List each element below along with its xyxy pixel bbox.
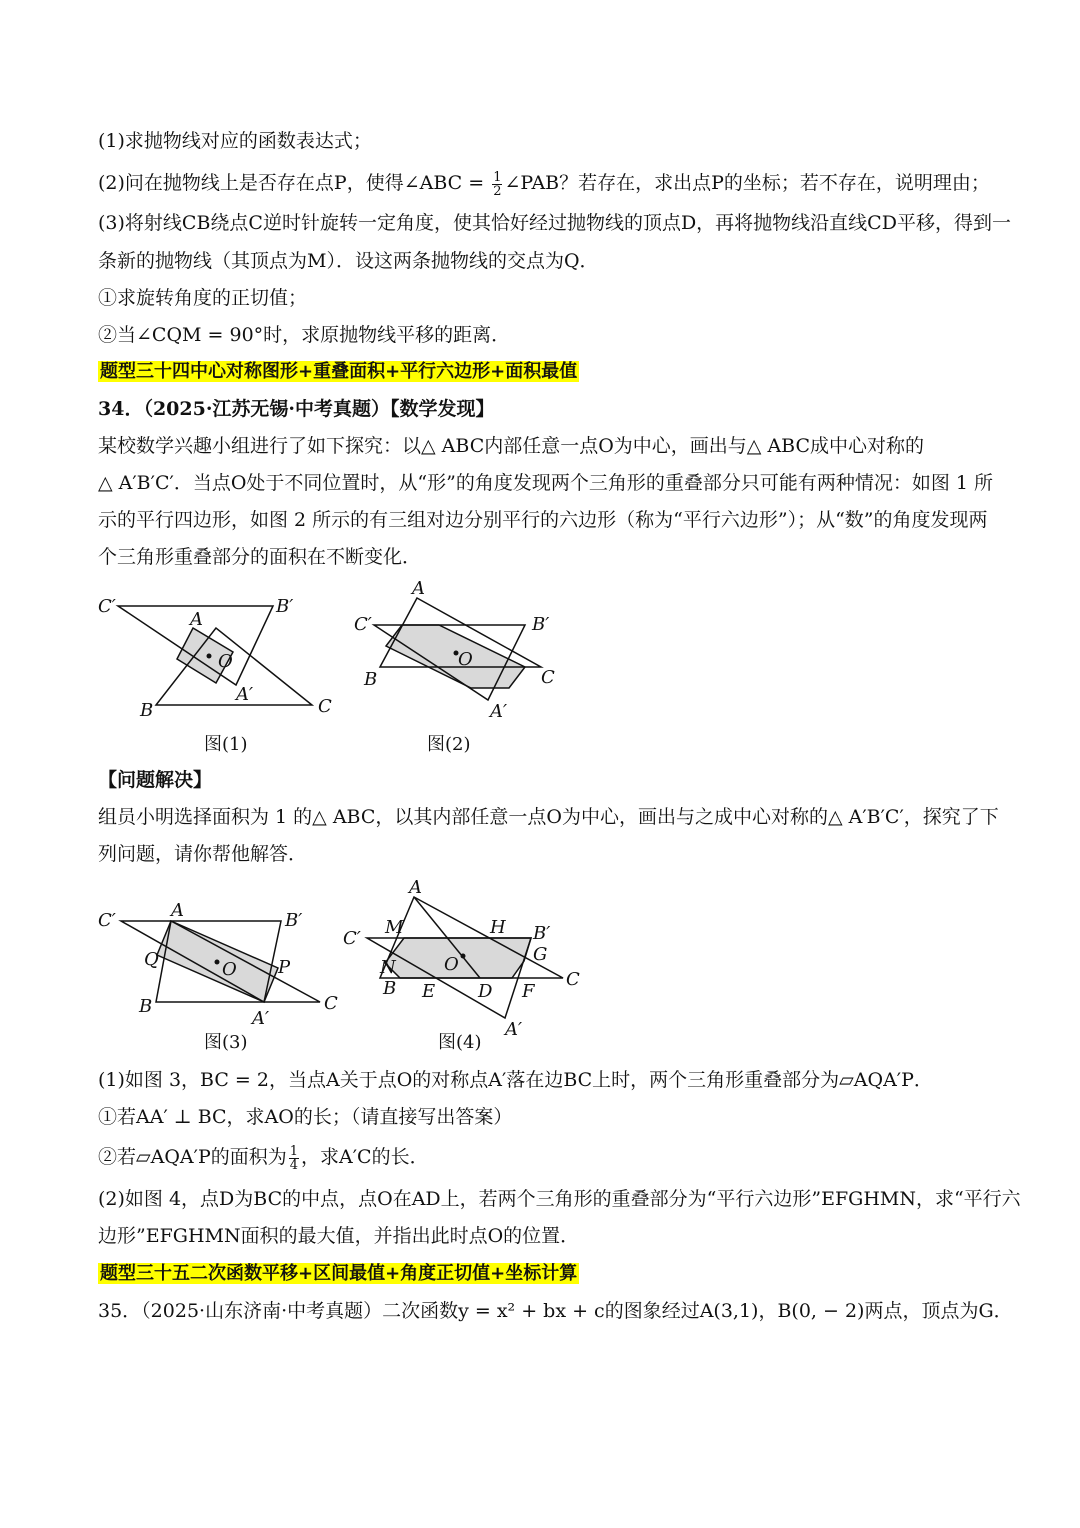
fig4-label-h: H (490, 917, 506, 938)
fraction-one-quarter: $\frac{1}{4}$ (289, 1143, 299, 1173)
fig3-label-b: B (139, 996, 153, 1017)
fig1-label-c: C (318, 696, 332, 717)
fig3-label-p: P (278, 957, 291, 978)
q34-sub1-part1: ①若AA′ ⊥ BC，求AO的长；（请直接写出答案） (98, 1106, 513, 1128)
q34-sub2-line1: (2)如图 4，点D为BC的中点，点O在AD上，若两个三角形的重叠部分为“平行六边形”EFGHMN，求“平行六 (98, 1188, 1021, 1210)
q34-sub1-part2 (98, 1144, 429, 1172)
fig4-label-f: F (522, 981, 535, 1002)
fig2-label-o: O (458, 649, 473, 670)
fig1-label-a1: A′ (236, 684, 254, 705)
question-34-title: 34．（2025·江苏无锡·中考真题）【数学发现】 (98, 398, 495, 420)
q33-part3-line2: 条新的抛物线（其顶点为M）．设这两条抛物线的交点为Q． (98, 250, 599, 272)
fig1-label-o: O (218, 651, 233, 672)
q34-para-2: △ A′B′C′．当点O处于不同位置时，从“形”的角度发现两个三角形的重叠部分只可能有两种情况：如图 1 所 (98, 472, 993, 494)
q33-part3-line1: (3)将射线CB绕点C逆时针旋转一定角度，使其恰好经过抛物线的顶点D，再将抛物线沿直线CD平移，得到一 (98, 212, 1011, 234)
fig4-center-dot (461, 954, 466, 959)
fig4-label-a1: A′ (505, 1019, 523, 1040)
fig2-label-b: B (364, 669, 378, 690)
q33-part2-text-a: (2)问在抛物线上是否存在点P，使得∠ABC = (98, 172, 491, 194)
q34-sub1-part2-text-b: ，求A′C的长． (301, 1146, 429, 1168)
fig2-label-c1: C′ (354, 614, 372, 635)
topic-heading-35 (98, 1260, 579, 1287)
q34-solve-para-2: 列问题，请你帮他解答． (98, 843, 308, 865)
fig3-label-o: O (222, 959, 237, 980)
fig1-label-c1: C′ (98, 596, 116, 617)
fig3-label-q: Q (144, 949, 159, 970)
fig1-caption: 图(1) (204, 734, 248, 755)
topic-highlight-34: 题型三十四中心对称图形+重叠面积+平行六边形+面积最值 (100, 361, 578, 382)
q34-para-1: 某校数学兴趣小组进行了如下探究：以△ ABC内部任意一点O为中心，画出与△ ABC成中心对称的 (98, 435, 925, 457)
fig4-label-b: B (383, 978, 397, 999)
fig2-label-b1: B′ (532, 614, 550, 635)
fig3-label-a: A (171, 900, 184, 921)
fig4-label-n: N (380, 957, 396, 978)
q34-sub1-part2-text-a: ②若▱AQA′P的面积为 (98, 1146, 287, 1168)
q34-para-4: 个三角形重叠部分的面积在不断变化． (98, 546, 422, 568)
q34-sub2-line2: 边形”EFGHMN面积的最大值，并指出此时点O的位置． (98, 1225, 580, 1247)
fig2-caption: 图(2) (427, 734, 471, 755)
fig2-label-a1: A′ (490, 701, 508, 722)
fig4-label-a: A (409, 877, 422, 898)
fig4-label-c: C (566, 969, 580, 990)
fig2-label-c: C (541, 667, 555, 688)
q33-part1: (1)求抛物线对应的函数表达式； (98, 130, 372, 152)
fig3-label-c1: C′ (98, 910, 116, 931)
fig1-label-a: A (190, 609, 203, 630)
question-35-title: 35．（2025·山东济南·中考真题）二次函数y = x² + bx + c的图象经过A(3,1)，B(0, − 2)两点，顶点为G． (98, 1300, 1013, 1322)
fig4-label-g: G (533, 944, 548, 965)
fig1-label-b1: B′ (276, 596, 294, 617)
fig3-label-b1: B′ (285, 910, 303, 931)
fig4-label-d: D (478, 981, 493, 1002)
topic-highlight-35: 题型三十五二次函数平移+区间最值+角度正切值+坐标计算 (100, 1263, 578, 1284)
fraction-one-half: $\frac{1}{2}$ (493, 169, 502, 199)
fig1-label-b: B (140, 700, 154, 721)
fig4-caption: 图(4) (438, 1032, 482, 1053)
fig4-label-c1: C′ (343, 928, 361, 949)
fig4-label-m: M (385, 917, 404, 938)
fig3-label-a1: A′ (252, 1008, 270, 1029)
fig4-label-o: O (444, 954, 459, 975)
problem-solving-heading: 【问题解决】 (98, 769, 213, 791)
fig4-label-b1: B′ (533, 923, 551, 944)
q34-solve-para-1: 组员小明选择面积为 1 的△ ABC，以其内部任意一点O为中心，画出与之成中心对称的△ A′B′C′，探究了下 (98, 806, 999, 828)
fig3-label-c: C (324, 993, 338, 1014)
q33-sub1: ①求旋转角度的正切值； (98, 287, 308, 309)
fig2-label-a: A (412, 578, 425, 599)
q33-part2-text-b: ∠PAB？若存在，求出点P的坐标；若不存在，说明理由； (504, 172, 990, 194)
q33-sub2: ②当∠CQM = 90°时，求原抛物线平移的距离． (98, 324, 511, 346)
q34-sub1: (1)如图 3，BC = 2，当点A关于点O的对称点A′落在边BC上时，两个三角形重叠部分为▱AQA′P． (98, 1069, 933, 1091)
q34-para-3: 示的平行四边形，如图 2 所示的有三组对边分别平行的六边形（称为“平行六边形”）；从“数”的角度发现两 (98, 509, 988, 531)
fig4-label-e: E (422, 981, 436, 1002)
fig3-caption: 图(3) (204, 1032, 248, 1053)
